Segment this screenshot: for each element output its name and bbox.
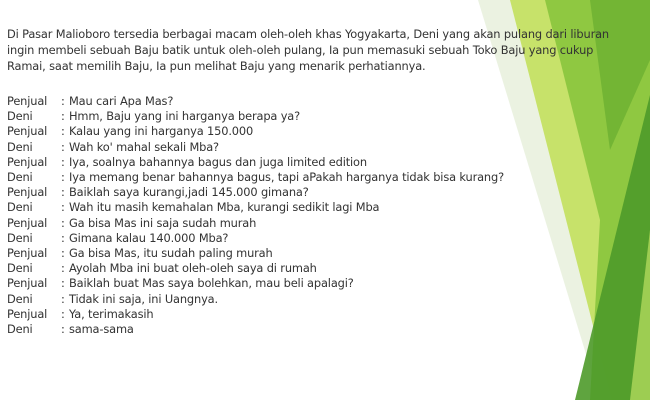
dialogue-line [7, 307, 504, 322]
dialogue-list [7, 94, 504, 337]
separator: : [61, 139, 65, 154]
dialogue-line [7, 292, 504, 307]
speaker-name: Penjual [7, 306, 48, 321]
dialogue-line [7, 276, 504, 291]
dialogue-line [7, 200, 504, 215]
dialogue-text: sama-sama [69, 322, 134, 337]
separator: : [61, 185, 65, 200]
separator: : [61, 276, 65, 291]
separator: : [61, 94, 65, 108]
dialogue-line [7, 170, 504, 185]
speaker-name: Deni [7, 230, 33, 245]
speaker-name: Deni [7, 109, 33, 124]
separator: : [61, 230, 65, 245]
separator: : [61, 109, 65, 124]
separator: : [61, 261, 65, 276]
separator: : [61, 215, 65, 230]
dialogue-line [7, 246, 504, 261]
dialogue-line [7, 322, 504, 337]
dialogue-text: Tidak ini saja, ini Uangnya. [69, 291, 218, 306]
dialogue-text: Baiklah buat Mas saya bolehkan, mau beli apalagi? [69, 276, 354, 291]
dialogue-text: Ayolah Mba ini buat oleh-oleh saya di rumah [69, 261, 317, 276]
dialogue-text: Wah ko' mahal sekali Mba? [69, 139, 219, 154]
dialogue-line [7, 231, 504, 246]
speaker-name: Deni [7, 139, 33, 154]
speaker-name: Deni [7, 261, 33, 276]
dialogue-text: Kalau yang ini harganya 150.000 [69, 124, 254, 139]
intro-line: Ramai, saat memilih Baju, Ia pun melihat Baju yang menarik perhatiannya. [7, 59, 426, 73]
dialogue-line [7, 124, 504, 139]
separator: : [61, 306, 65, 321]
dialogue-text: Hmm, Baju yang ini harganya berapa ya? [69, 109, 301, 124]
speaker-name: Deni [7, 200, 33, 215]
dialogue-line [7, 155, 504, 170]
dialogue-line [7, 140, 504, 155]
speaker-name: Penjual [7, 276, 48, 291]
dialogue-line [7, 261, 504, 276]
dialogue-text: Wah itu masih kemahalan Mba, kurangi sedikit lagi Mba [69, 200, 380, 215]
speaker-name: Penjual [7, 94, 48, 108]
intro-line: Di Pasar Malioboro tersedia berbagai macam oleh-oleh khas Yogyakarta, Deni yang akan pulang dari liburan [7, 27, 610, 41]
dialogue-text: Baiklah saya kurangi,jadi 145.000 gimana? [69, 185, 309, 200]
intro-line: ingin membeli sebuah Baju batik untuk oleh-oleh pulang, Ia pun memasuki sebuah Toko Baju yang cukup [7, 43, 594, 57]
dialogue-text: Iya memang benar bahannya bagus, tapi aPakah harganya tidak bisa kurang? [69, 170, 504, 185]
separator: : [61, 154, 65, 169]
intro-paragraph [7, 26, 647, 74]
dialogue-line [7, 94, 504, 109]
speaker-name: Penjual [7, 246, 48, 261]
separator: : [61, 124, 65, 139]
separator: : [61, 322, 65, 337]
speaker-name: Deni [7, 322, 33, 337]
dialogue-text: Gimana kalau 140.000 Mba? [69, 230, 229, 245]
speaker-name: Penjual [7, 154, 48, 169]
dialogue-text: Mau cari Apa Mas? [69, 94, 174, 108]
dialogue-text: Ga bisa Mas, itu sudah paling murah [69, 246, 273, 261]
dialogue-text: Ya, terimakasih [69, 306, 154, 321]
speaker-name: Penjual [7, 185, 48, 200]
separator: : [61, 170, 65, 185]
dialogue-text: Iya, soalnya bahannya bagus dan juga limited edition [69, 154, 367, 169]
speaker-name: Deni [7, 170, 33, 185]
separator: : [61, 291, 65, 306]
dialogue-text: Ga bisa Mas ini saja sudah murah [69, 215, 257, 230]
speaker-name: Deni [7, 291, 33, 306]
separator: : [61, 246, 65, 261]
speaker-name: Penjual [7, 215, 48, 230]
speaker-name: Penjual [7, 124, 48, 139]
separator: : [61, 200, 65, 215]
dialogue-line [7, 185, 504, 200]
dialogue-line [7, 216, 504, 231]
dialogue-line [7, 109, 504, 124]
